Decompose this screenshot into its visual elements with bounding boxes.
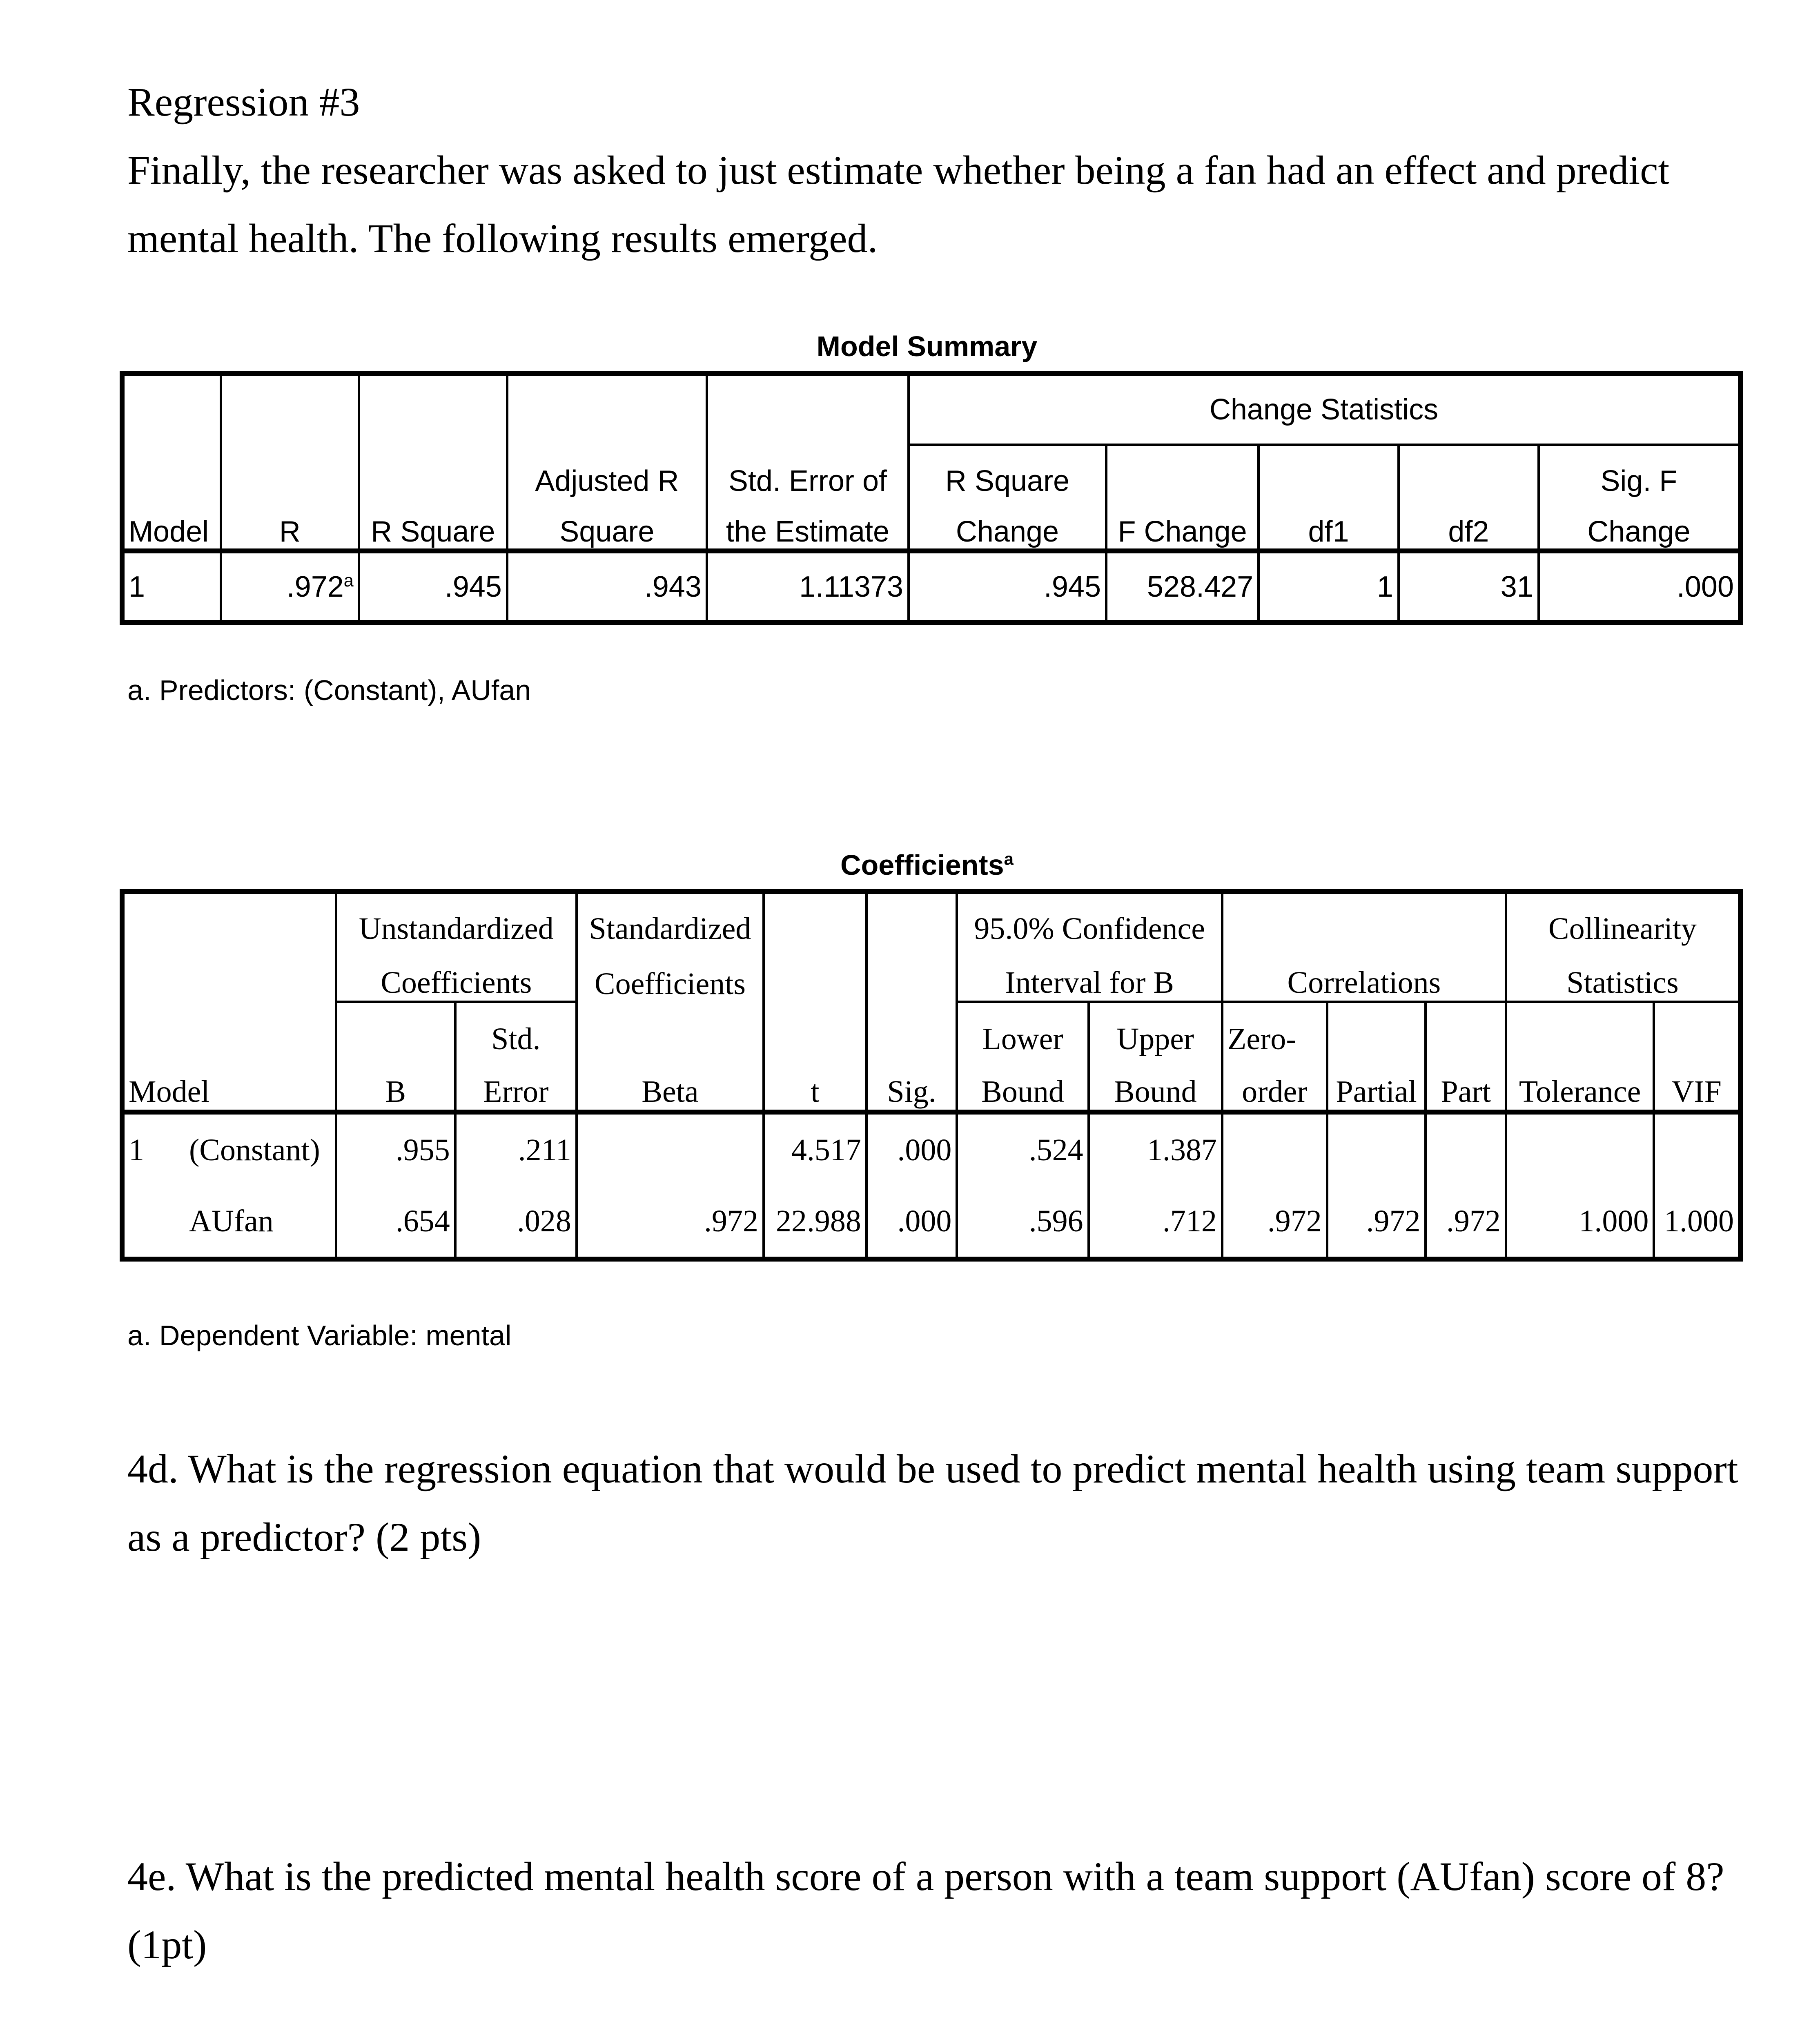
ms-blank-cell: [507, 373, 707, 445]
ms-cell-r-square: .945: [359, 551, 507, 622]
header-beta: Beta: [577, 1057, 764, 1112]
header-sig-f-change-1: Sig. F: [1539, 445, 1740, 498]
header-unstandardized-1: Unstandardized: [336, 892, 577, 947]
coef-cell-beta: [577, 1112, 764, 1186]
coef-cell-sig: .000: [867, 1112, 957, 1186]
table-row: [122, 1186, 1740, 1259]
header-adjusted-r-square-1: Adjusted R: [507, 445, 707, 498]
ms-cell-adjusted-r-square: .943: [507, 551, 707, 622]
ms-cell-f-change: 528.427: [1106, 551, 1259, 622]
ms-cell-model: 1: [122, 551, 221, 622]
coef-cell-std-error: .211: [455, 1112, 577, 1186]
header-partial: Partial: [1327, 1057, 1426, 1112]
ms-cell-sig-f-change: .000: [1539, 551, 1740, 622]
header-sig: Sig.: [867, 1057, 957, 1112]
coef-cell-part: .972: [1426, 1186, 1506, 1259]
header-zero-order-2: order: [1222, 1057, 1327, 1112]
header-std-error-1: Std. Error of: [707, 445, 909, 498]
coef-cell-vif: [1654, 1112, 1740, 1186]
section-heading: Regression #3: [127, 79, 360, 125]
coef-cell-t: 4.517: [764, 1112, 867, 1186]
header-unstandardized-2: Coefficients: [336, 947, 577, 1002]
coef-cell-part: [1426, 1112, 1506, 1186]
model-summary-title: Model Summary: [816, 330, 1038, 362]
question-4e: 4e. What is the predicted mental health score of a person with a team support (AUfan) score of 8? (1pt): [127, 1854, 1724, 1967]
ms-blank-cell: [359, 373, 507, 445]
header-sig-f-change-2: Change: [1539, 498, 1740, 551]
header-r: R: [221, 498, 359, 551]
header-ci-1: 95.0% Confidence: [957, 892, 1222, 947]
header-model: Model: [122, 498, 221, 551]
coef-cell-zero-order: .972: [1222, 1186, 1327, 1259]
coefficients-table: [120, 889, 1743, 1262]
coef-cell-partial: [1327, 1112, 1426, 1186]
header-collinearity-2: Statistics: [1506, 947, 1740, 1002]
coefficients-footnote: a. Dependent Variable: mental: [127, 1320, 512, 1351]
coef-cell-t: 22.988: [764, 1186, 867, 1259]
header-correlations: Correlations: [1222, 947, 1506, 1002]
coef-cell-sig: .000: [867, 1186, 957, 1259]
ms-blank-cell: [707, 373, 909, 445]
coef-cell-model: 1 (Constant): [122, 1112, 336, 1186]
header-collinearity-1: Collinearity: [1506, 892, 1740, 947]
header-adjusted-r-square-2: Square: [507, 498, 707, 551]
header-std-error-2: the Estimate: [707, 498, 909, 551]
header-r-square-change-1: R Square: [909, 445, 1106, 498]
header-r-square: R Square: [359, 498, 507, 551]
change-statistics-header: Change Statistics: [909, 373, 1740, 445]
ms-cell-df2: 31: [1399, 551, 1539, 622]
coef-cell-partial: .972: [1327, 1186, 1426, 1259]
ms-blank-cell: [122, 373, 221, 445]
model-summary-table: [120, 371, 1743, 625]
coef-cell-beta: .972: [577, 1186, 764, 1259]
model-summary-footnote: a. Predictors: (Constant), AUfan: [127, 674, 531, 706]
header-tolerance: Tolerance: [1506, 1057, 1654, 1112]
ms-cell-df1: 1: [1259, 551, 1399, 622]
table-row: [122, 1112, 1740, 1186]
coef-cell-upper: 1.387: [1089, 1112, 1222, 1186]
header-zero-order-1: Zero-: [1222, 1002, 1327, 1057]
coef-cell-std-error: .028: [455, 1186, 577, 1259]
ms-blank-cell: [221, 373, 359, 445]
question-4d: 4d. What is the regression equation that would be used to predict mental health using team support as a predictor? (2 pts): [127, 1446, 1738, 1560]
header-std-error-1: Std.: [455, 1002, 577, 1057]
coef-cell-b: .955: [336, 1112, 455, 1186]
coef-cell-tolerance: [1506, 1112, 1654, 1186]
coef-cell-lower: .524: [957, 1112, 1088, 1186]
coefficients-title: Coefficients$^a$: [840, 849, 1014, 881]
header-df2: df2: [1399, 498, 1539, 551]
header-r-square-change-2: Change: [909, 498, 1106, 551]
header-vif: VIF: [1654, 1057, 1740, 1112]
header-std-error-2: Error: [455, 1057, 577, 1112]
header-part: Part: [1426, 1057, 1506, 1112]
intro-paragraph: Finally, the researcher was asked to just estimate whether being a fan had an effect and predict mental health. The following results emerged.: [127, 147, 1670, 261]
coef-cell-tolerance: 1.000: [1506, 1186, 1654, 1259]
header-t: t: [764, 1057, 867, 1112]
header-b: B: [336, 1057, 455, 1112]
header-f-change: F Change: [1106, 498, 1259, 551]
coef-cell-vif: 1.000: [1654, 1186, 1740, 1259]
header-model: Model: [122, 1057, 336, 1112]
header-standardized-2: Coefficients: [577, 947, 764, 1002]
ms-cell-r-square-change: .945: [909, 551, 1106, 622]
coef-cell-zero-order: [1222, 1112, 1327, 1186]
ms-cell-r: .972$^a$: [221, 551, 359, 622]
header-standardized-1: Standardized: [577, 892, 764, 947]
header-upper-2: Bound: [1089, 1057, 1222, 1112]
header-df1: df1: [1259, 498, 1399, 551]
header-lower-2: Bound: [957, 1057, 1088, 1112]
ms-cell-std-error: 1.11373: [707, 551, 909, 622]
coef-cell-model: AUfan: [122, 1186, 336, 1259]
header-upper-1: Upper: [1089, 1002, 1222, 1057]
header-ci-2: Interval for B: [957, 947, 1222, 1002]
coef-cell-lower: .596: [957, 1186, 1088, 1259]
coef-cell-b: .654: [336, 1186, 455, 1259]
header-lower-1: Lower: [957, 1002, 1088, 1057]
coef-cell-upper: .712: [1089, 1186, 1222, 1259]
